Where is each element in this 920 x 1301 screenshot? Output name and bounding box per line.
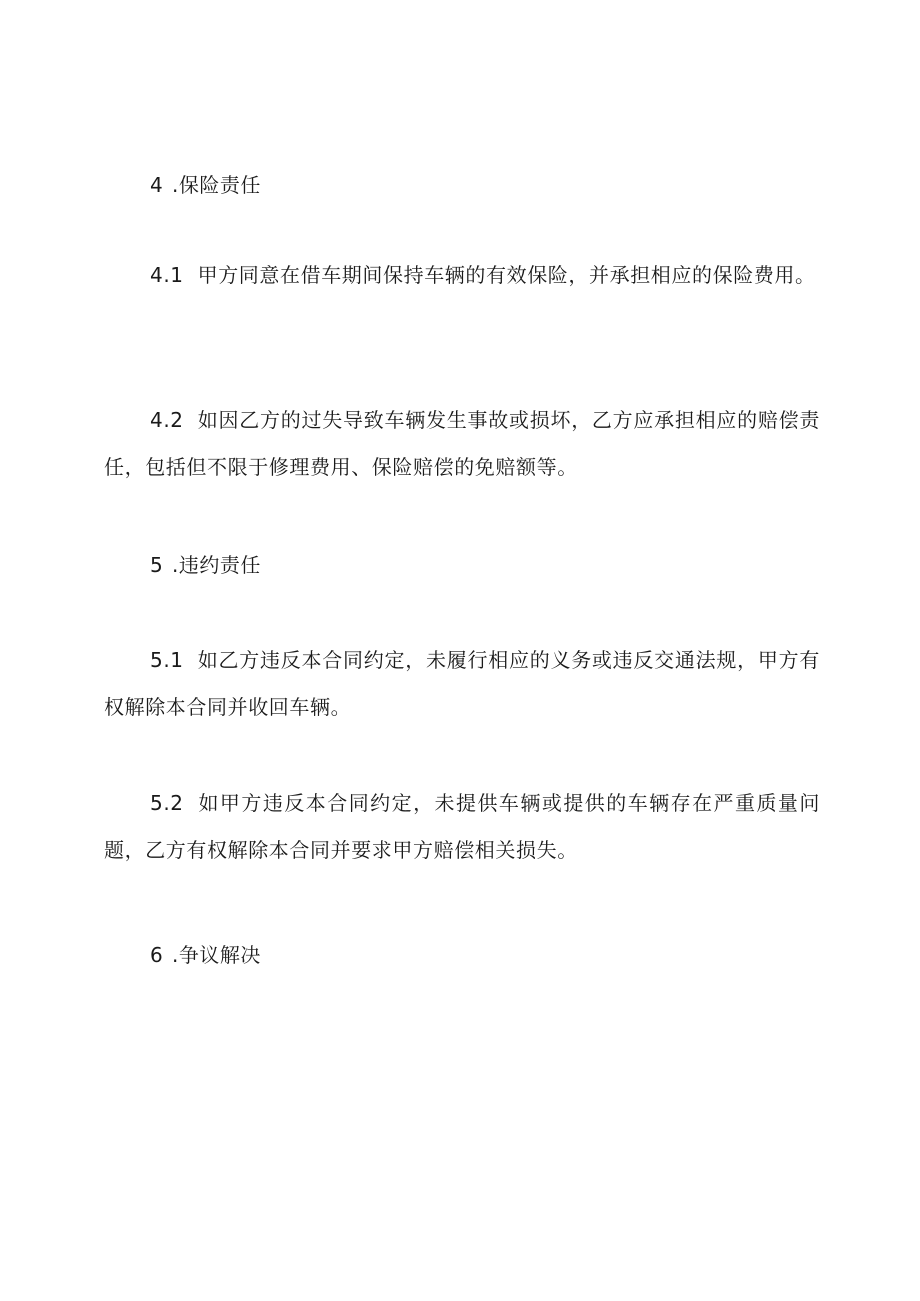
section-number: 6	[150, 943, 164, 967]
section-heading-4	[150, 171, 261, 199]
section-title: .争议解决	[172, 943, 261, 967]
clause-text: 如乙方违反本合同约定，未履行相应的义务或违反交通法规，甲方有权解除本合同并收回车辆。	[104, 648, 820, 719]
clause-text: 如因乙方的过失导致车辆发生事故或损坏，乙方应承担相应的赔偿责任，包括但不限于修理费用、保险赔偿的免赔额等。	[104, 408, 820, 479]
clause-text: 如甲方违反本合同约定，未提供车辆或提供的车辆存在严重质量问题，乙方有权解除本合同并要求甲方赔偿相关损失。	[104, 791, 820, 862]
clause-number: 5.2	[150, 791, 184, 815]
clause-4-1	[104, 252, 820, 299]
section-heading-6	[150, 941, 261, 969]
section-number: 4	[150, 173, 164, 197]
clause-5-1	[104, 637, 820, 731]
clause-number: 4.1	[150, 263, 184, 287]
clause-4-2	[104, 397, 820, 491]
clause-text: 甲方同意在借车期间保持车辆的有效保险，并承担相应的保险费用。	[197, 263, 816, 287]
section-number: 5	[150, 553, 164, 577]
clause-number: 5.1	[150, 648, 184, 672]
section-heading-5	[150, 551, 261, 579]
clause-5-2	[104, 780, 820, 874]
clause-number: 4.2	[150, 408, 184, 432]
section-title: .保险责任	[172, 173, 261, 197]
section-title: .违约责任	[172, 553, 261, 577]
